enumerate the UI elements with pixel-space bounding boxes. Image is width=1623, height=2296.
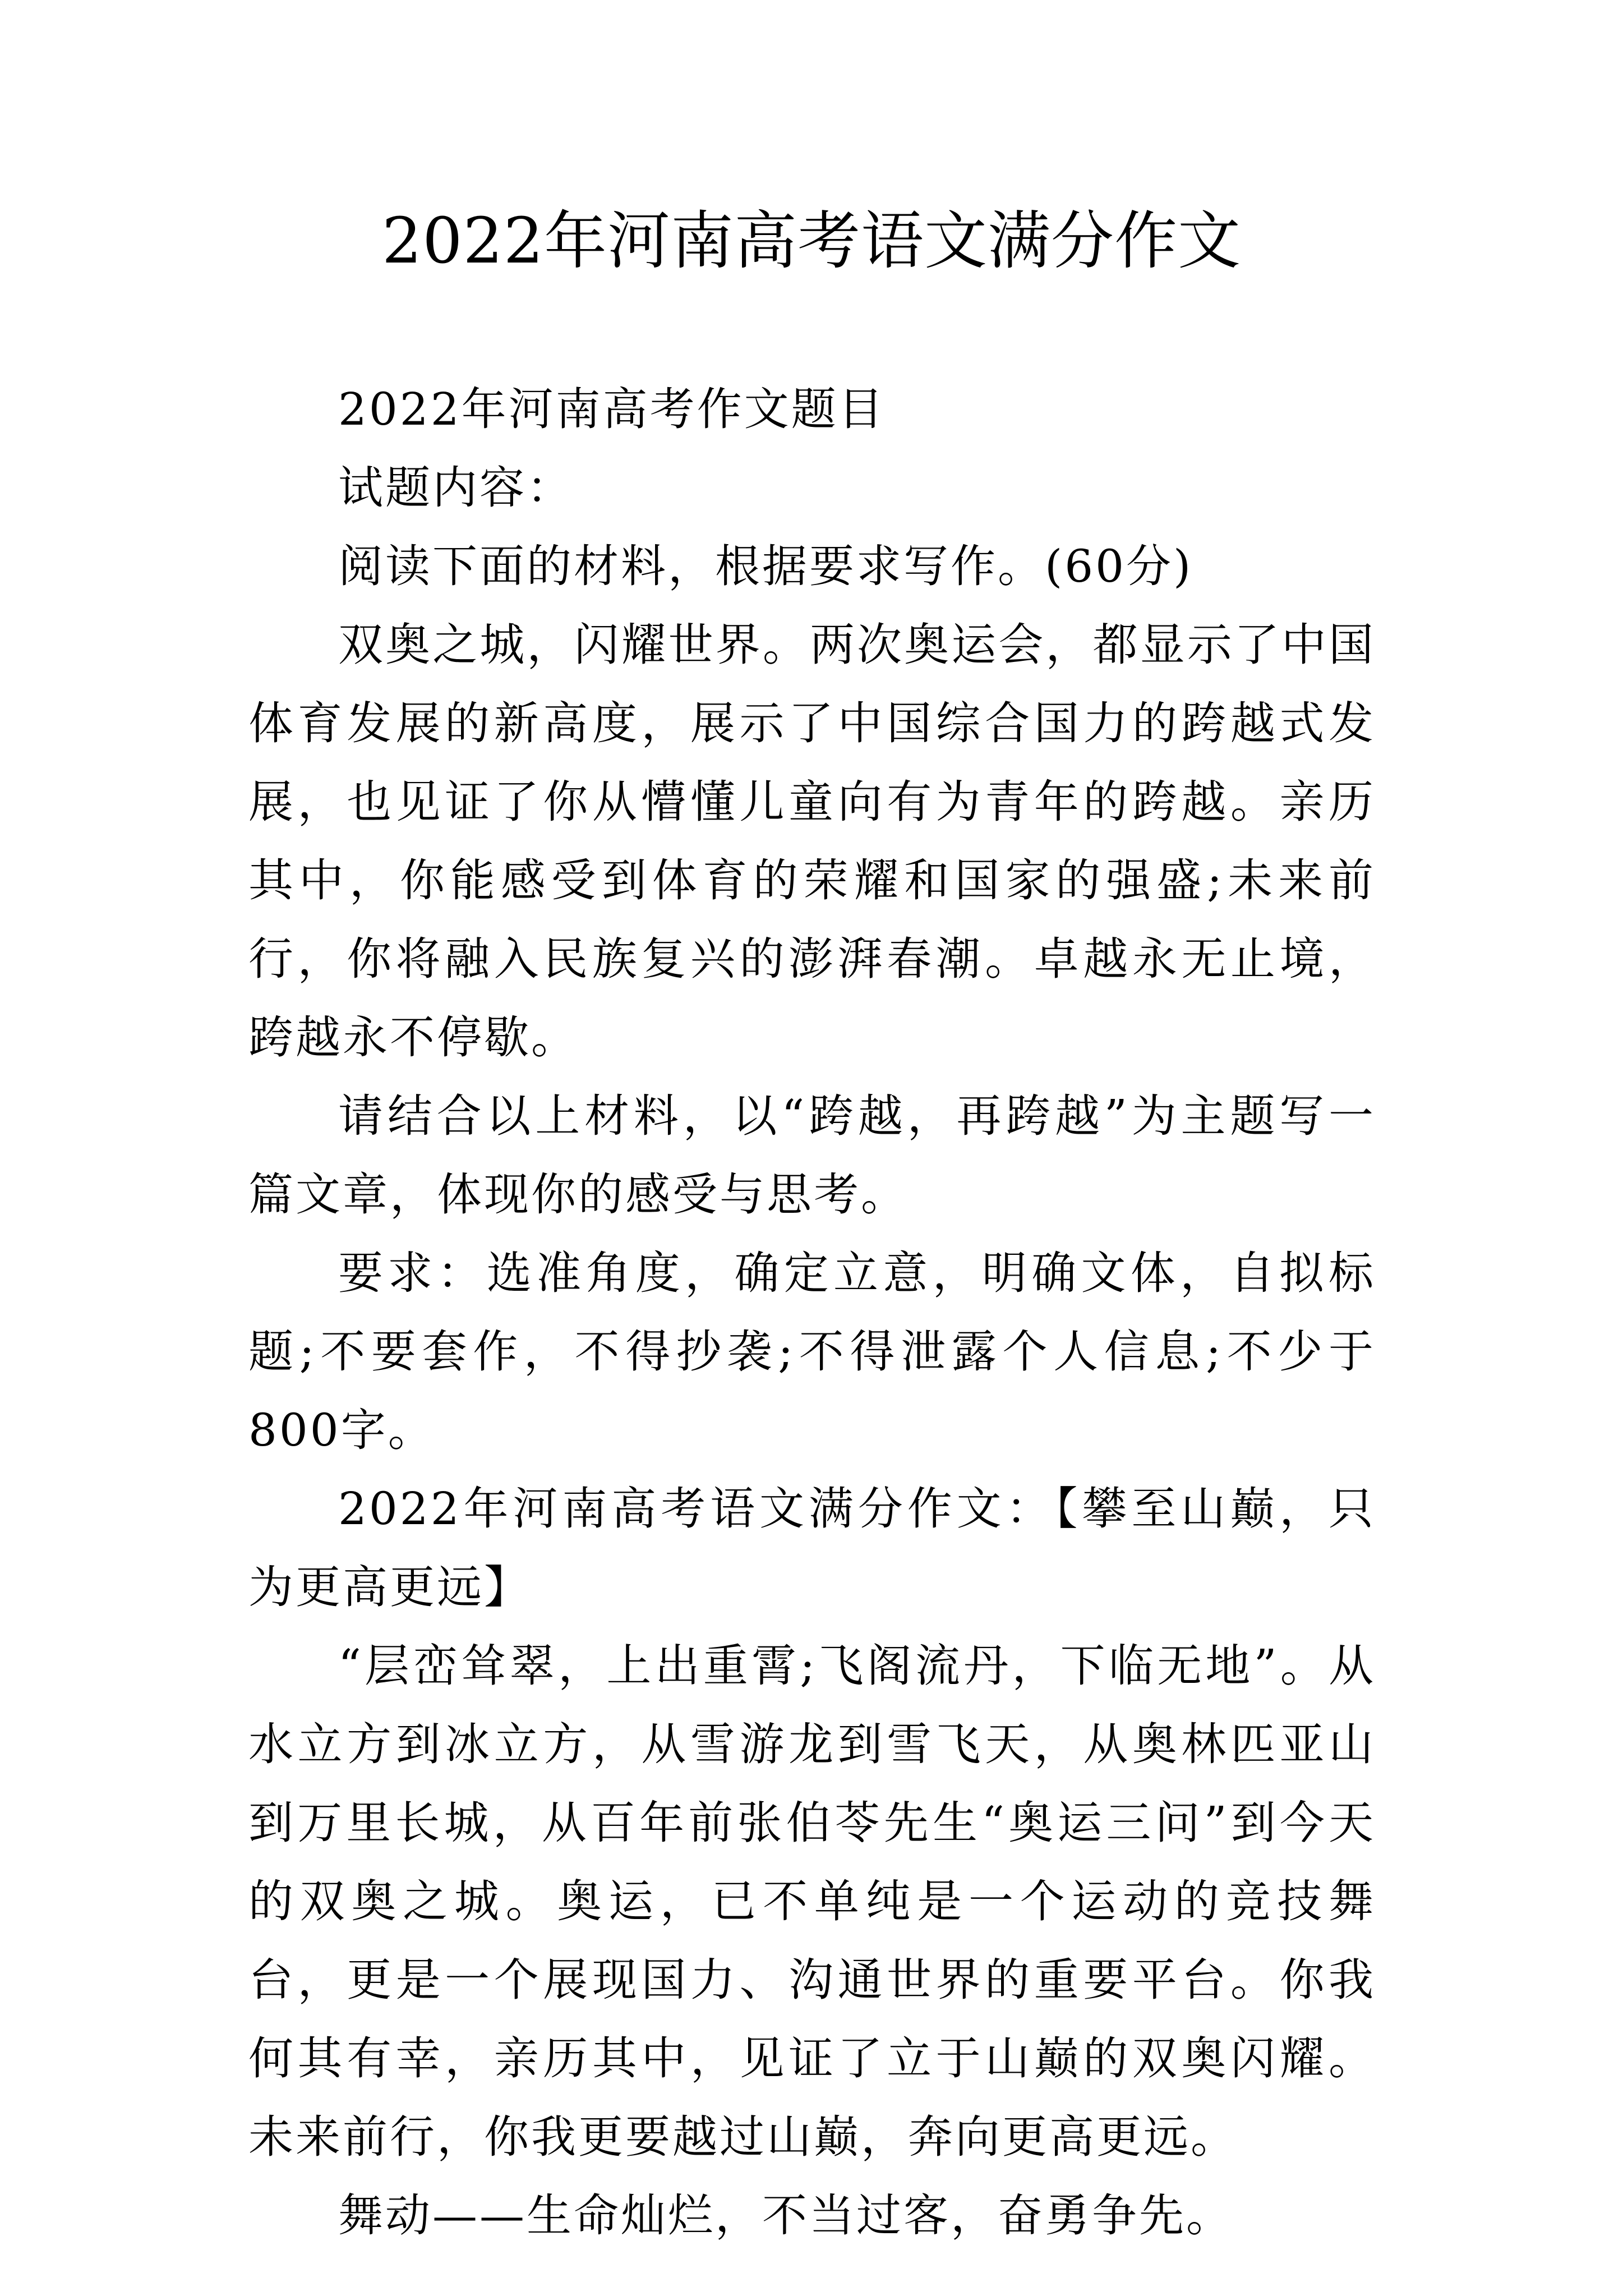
paragraph-task: 请结合以上材料，以“跨越，再跨越”为主题写一篇文章，体现你的感受与思考。 [248,1090,1376,1221]
paragraph-requirements: 要求：选准角度，确定立意，明确文体，自拟标题;不要套作，不得抄袭;不得泄露个人信息;不少于800字。 [248,1247,1376,1456]
paragraph-essay-section: 舞动——生命灿烂，不当过客，奋勇争先。 [338,2189,1233,2242]
paragraph-essay-intro: “层峦耸翠，上出重霄;飞阁流丹，下临无地”。从水立方到冰立方，从雪游龙到雪飞天，从奥林匹亚山到万里长城，从百年前张伯苓先生“奥运三问”到今天的双奥之城。奥运，已不单纯是一个运动的竞技舞台，更是一个展现国力、沟通世界的重要平台。你我何其有幸，亲历其中，见证了立于山巅的双奥闪耀。未来前行，你我更要越过山巅，奔向更高更远。 [248,1640,1376,2163]
paragraph-exam-heading: 2022年河南高考作文题目 [338,383,886,435]
paragraph-essay-heading: 2022年河南高考语文满分作文：【攀至山巅，只为更高更远】 [248,1483,1376,1613]
document-body [248,370,1376,2255]
paragraph-instruction: 阅读下面的材料，根据要求写作。(60分) [338,540,1193,592]
paragraph-material: 双奥之城，闪耀世界。两次奥运会，都显示了中国体育发展的新高度，展示了中国综合国力的跨越式发展，也见证了你从懵懂儿童向有为青年的跨越。亲历其中，你能感受到体育的荣耀和国家的强盛;未来前行，你将融入民族复兴的澎湃春潮。卓越永无止境，跨越永不停歇。 [248,619,1376,1064]
paragraph-question-label: 试题内容： [338,462,574,514]
document-title: 2022年河南高考语文满分作文 [381,205,1242,278]
